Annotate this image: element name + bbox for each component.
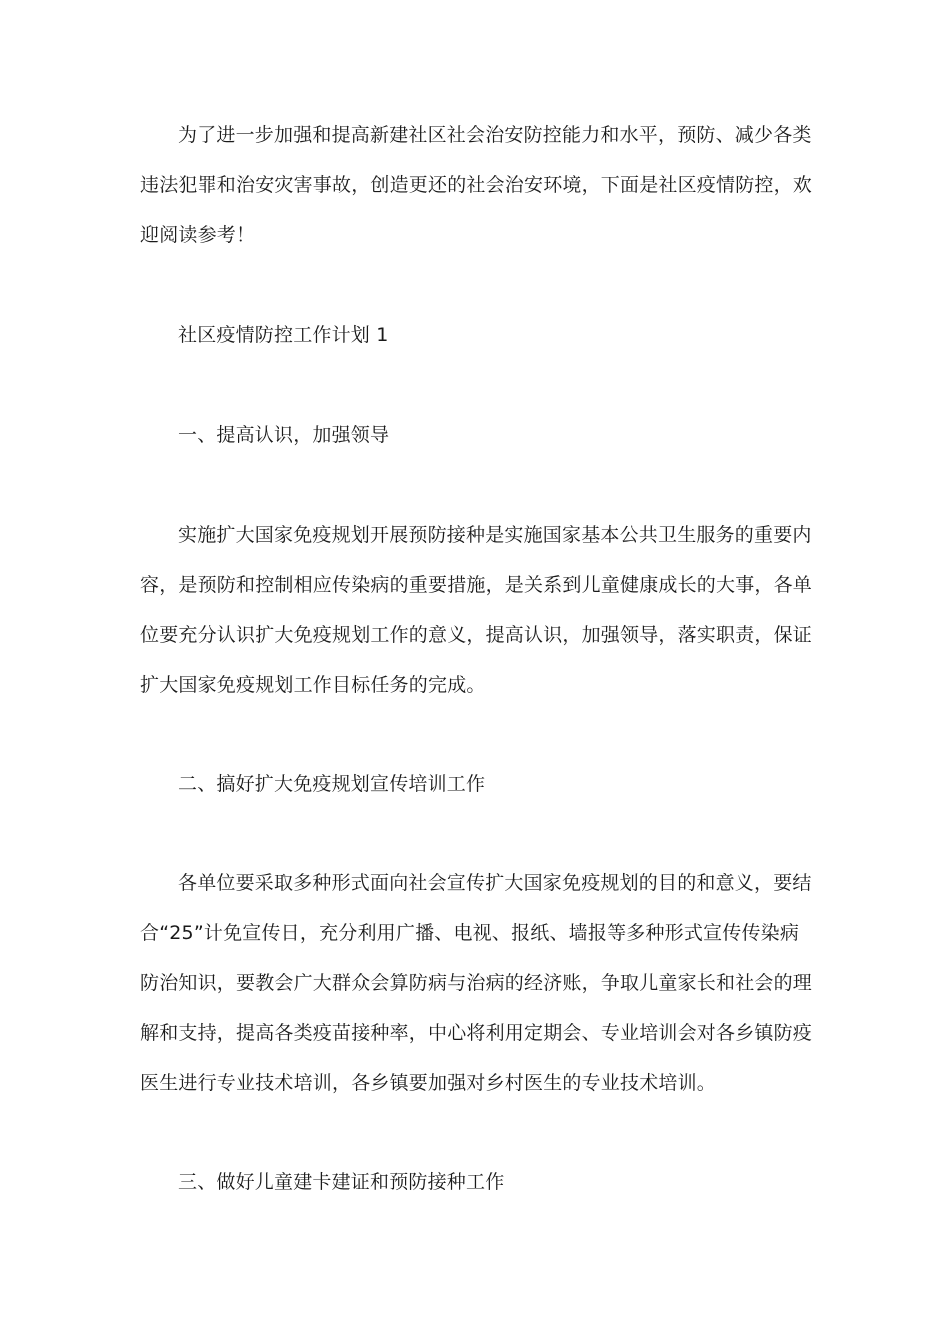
section2-line-3: 防治知识，要教会广大群众会算防病与治病的经济账，争取儿童家长和社会的理 [140, 972, 813, 994]
section2-line-2: 合“25”计免宣传日，充分利用广播、电视、报纸、墙报等多种形式宣传传染病 [140, 922, 800, 944]
plan-title: 社区疫情防控工作计划 1 [178, 324, 389, 346]
section2-line-4: 解和支持，提高各类疫苗接种率，中心将利用定期会、专业培训会对各乡镇防疫 [140, 1022, 813, 1044]
section1-line-1: 实施扩大国家免疫规划开展预防接种是实施国家基本公共卫生服务的重要内 [178, 524, 812, 546]
section3-heading: 三、做好儿童建卡建证和预防接种工作 [178, 1171, 505, 1193]
section2-heading: 二、搞好扩大免疫规划宣传培训工作 [178, 773, 486, 795]
section1-line-3: 位要充分认识扩大免疫规划工作的意义，提高认识，加强领导，落实职责，保证 [140, 624, 813, 646]
section2-line-1: 各单位要采取多种形式面向社会宣传扩大国家免疫规划的目的和意义，要结 [178, 872, 812, 894]
intro-line-2: 违法犯罪和治安灾害事故，创造更还的社会治安环境，下面是社区疫情防控，欢 [140, 174, 813, 196]
intro-line-1: 为了进一步加强和提高新建社区社会治安防控能力和水平，预防、减少各类 [178, 124, 812, 146]
intro-line-3: 迎阅读参考！ [140, 224, 256, 246]
section1-line-4: 扩大国家免疫规划工作目标任务的完成。 [140, 674, 486, 696]
section1-heading: 一、提高认识，加强领导 [178, 424, 390, 446]
section1-line-2: 容，是预防和控制相应传染病的重要措施，是关系到儿童健康成长的大事，各单 [140, 574, 813, 596]
section2-line-5: 医生进行专业技术培训，各乡镇要加强对乡村医生的专业技术培训。 [140, 1072, 717, 1094]
